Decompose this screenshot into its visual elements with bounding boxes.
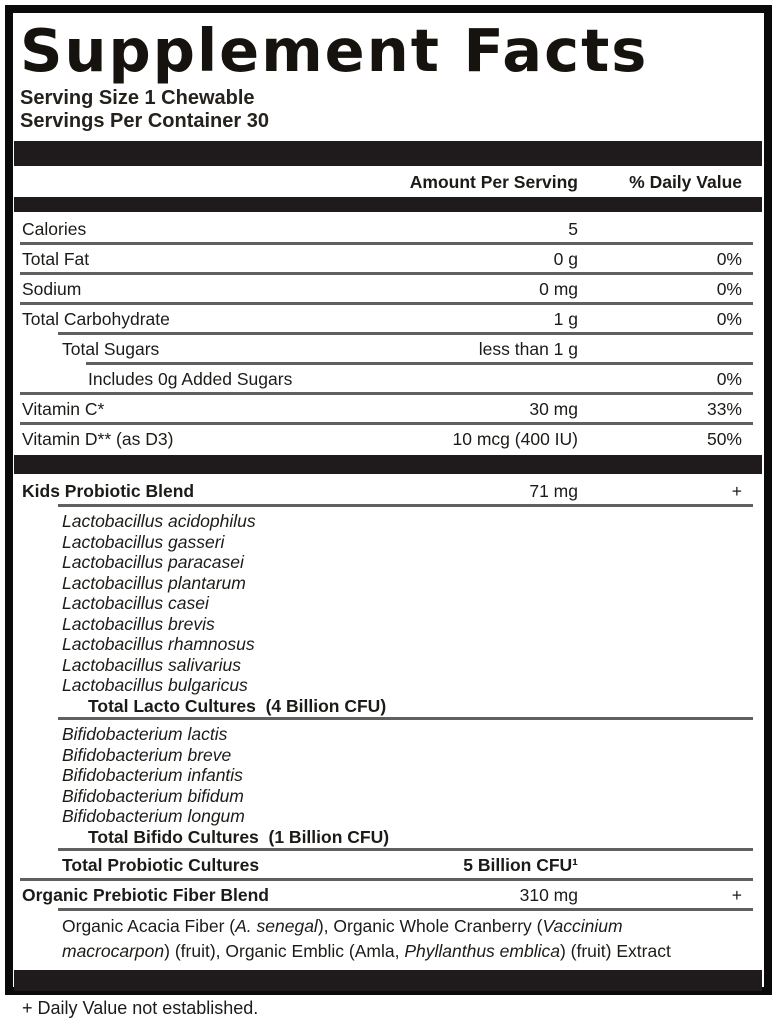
amount-per-serving-value: 10 mcg (400 IU): [452, 429, 578, 449]
daily-value-percent: 33%: [706, 399, 742, 419]
daily-value-percent: +: [731, 481, 742, 501]
ingredient-name: Lactobacillus paracasei: [62, 552, 244, 572]
label-title: Supplement Facts: [20, 16, 649, 85]
row-bifidobacterium-bifidum: [20, 786, 753, 807]
divider-line: [58, 848, 753, 851]
separator-bar: [14, 970, 762, 991]
ingredient-name: Bifidobacterium bifidum: [62, 785, 244, 806]
row-total-sugars: [20, 336, 753, 361]
daily-value-percent: 0%: [716, 249, 742, 269]
column-header-amount: Amount Per Serving: [409, 172, 578, 192]
scientific-name: Phyllanthus emblica: [404, 941, 560, 961]
ingredient-name: Lactobacillus gasseri: [62, 531, 225, 552]
ingredient-name: Lactobacillus acidophilus: [62, 511, 256, 531]
divider-line: [20, 302, 753, 305]
row-lactobacillus-gasseri: [20, 532, 753, 553]
divider-line: [58, 908, 753, 911]
scientific-name: Vaccinium macrocarpon: [62, 916, 623, 961]
ingredient-name: Sodium: [22, 279, 82, 299]
row-includes-0g-added-sugars: [20, 366, 753, 391]
row-vitamin-d-as-d3: [20, 426, 753, 451]
ingredient-name: Total Carbohydrate: [22, 309, 170, 329]
amount-per-serving-value: 310 mg: [519, 885, 578, 905]
row-sodium: [20, 276, 753, 301]
row-organic-prebiotic-fiber-blend: [20, 882, 753, 907]
servings-per-container: Servings Per Container 30: [20, 110, 269, 132]
daily-value-percent: 0%: [716, 369, 742, 389]
row-bifidobacterium-longum: [20, 806, 753, 827]
amount-per-serving-value: 5 Billion CFU¹: [463, 855, 578, 875]
ingredient-name: Bifidobacterium infantis: [62, 765, 243, 785]
amount-per-serving-value: 0 mg: [539, 279, 578, 299]
ingredient-name: Lactobacillus plantarum: [62, 572, 246, 593]
column-header-daily-value: % Daily Value: [629, 172, 742, 192]
amount-per-serving-value: 30 mg: [529, 399, 578, 419]
ingredient-name: Total Sugars: [62, 339, 160, 359]
row-total-carbohydrate: [20, 306, 753, 331]
ingredient-name: Lactobacillus casei: [62, 593, 209, 613]
daily-value-percent: +: [731, 885, 742, 905]
divider-line: [20, 392, 753, 395]
column-header-row: [20, 169, 753, 195]
separator-bar: [14, 455, 762, 474]
row-total-lacto-cultures-4-billion-cfu: [20, 696, 753, 717]
row-lactobacillus-plantarum: [20, 573, 753, 594]
row-lactobacillus-casei: [20, 593, 753, 614]
ingredient-name: Bifidobacterium longum: [62, 806, 245, 826]
ingredient-name: Vitamin C*: [22, 399, 105, 419]
daily-value-percent: 50%: [706, 429, 742, 449]
ingredient-name: Organic Prebiotic Fiber Blend: [22, 885, 269, 905]
separator-bar: [14, 141, 762, 166]
ingredient-name: Lactobacillus rhamnosus: [62, 634, 255, 654]
row-total-fat: [20, 246, 753, 271]
divider-line: [58, 504, 753, 507]
daily-value-percent: 0%: [716, 279, 742, 299]
divider-line: [58, 332, 753, 335]
divider-line: [20, 242, 753, 245]
divider-line: [20, 272, 753, 275]
ingredient-name: Includes 0g Added Sugars: [88, 369, 293, 389]
daily-value-percent: 0%: [716, 309, 742, 329]
ingredient-name: Total Bifido Cultures (1 Billion CFU): [88, 826, 390, 847]
ingredient-name: Calories: [22, 219, 87, 239]
row-bifidobacterium-lactis: [20, 724, 753, 745]
separator-bar: [14, 197, 762, 212]
ingredient-name: Total Probiotic Cultures: [62, 855, 260, 875]
prebiotic-blend-ingredients: [60, 914, 680, 964]
row-lactobacillus-paracasei: [20, 552, 753, 573]
ingredient-name: Lactobacillus bulgaricus: [62, 675, 248, 695]
ingredient-text: ) (fruit), Organic Emblic (Amla,: [164, 941, 405, 961]
ingredient-name: Lactobacillus brevis: [62, 613, 215, 634]
amount-per-serving-value: 5: [568, 219, 578, 239]
ingredient-text: ), Organic Whole Cranberry (: [317, 916, 543, 936]
row-total-bifido-cultures-1-billion-cfu: [20, 827, 753, 848]
ingredient-text: ) (fruit) Extract: [559, 941, 671, 961]
row-lactobacillus-salivarius: [20, 655, 753, 676]
divider-line: [58, 717, 753, 720]
supplement-facts-label: [5, 5, 772, 1018]
amount-per-serving-value: less than 1 g: [478, 339, 578, 359]
ingredient-name: Bifidobacterium breve: [62, 744, 232, 765]
row-lactobacillus-bulgaricus: [20, 675, 753, 696]
row-bifidobacterium-breve: [20, 745, 753, 766]
amount-per-serving-value: 71 mg: [529, 481, 578, 501]
ingredient-name: Total Fat: [22, 249, 90, 269]
ingredient-name: Kids Probiotic Blend: [22, 481, 195, 501]
divider-line: [86, 362, 753, 365]
row-bifidobacterium-infantis: [20, 765, 753, 786]
daily-value-footnote: + Daily Value not established.: [22, 998, 259, 1018]
row-lactobacillus-rhamnosus: [20, 634, 753, 655]
facts-table: [20, 141, 753, 991]
row-kids-probiotic-blend: [20, 478, 753, 503]
row-lactobacillus-brevis: [20, 614, 753, 635]
row-lactobacillus-acidophilus: [20, 511, 753, 532]
ingredient-name: Vitamin D** (as D3): [22, 429, 174, 449]
ingredient-text: Organic Acacia Fiber (: [62, 916, 236, 936]
row-vitamin-c: [20, 396, 753, 421]
ingredient-name: Total Lacto Cultures (4 Billion CFU): [88, 695, 387, 716]
ingredient-name: Bifidobacterium lactis: [62, 724, 228, 744]
amount-per-serving-value: 1 g: [553, 309, 578, 329]
row-total-probiotic-cultures: [20, 852, 753, 877]
amount-per-serving-value: 0 g: [553, 249, 578, 269]
scientific-name: A. senegal: [235, 916, 318, 936]
ingredient-name: Lactobacillus salivarius: [62, 654, 241, 675]
row-calories: [20, 216, 753, 241]
divider-line: [20, 878, 753, 881]
serving-size: Serving Size 1 Chewable: [20, 87, 255, 109]
divider-line: [20, 422, 753, 425]
